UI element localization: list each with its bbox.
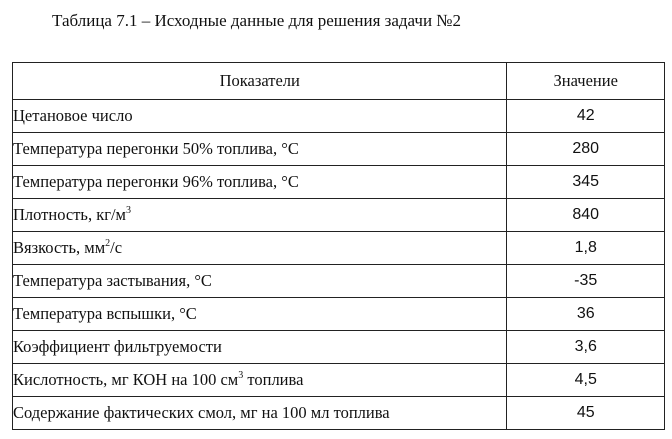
table-row [13,199,665,232]
row-name-cell [13,232,507,265]
row-name: Коэффициент фильтруемости [13,337,222,356]
row-name-cell [13,397,507,430]
row-value: 42 [507,100,665,133]
table-row [13,331,665,364]
row-name-cell [13,100,507,133]
row-name-cell [13,133,507,166]
row-name-suffix: /с [110,238,123,257]
row-value: 345 [507,166,665,199]
row-value: 36 [507,298,665,331]
source-data-table [12,62,665,430]
row-value: -35 [507,265,665,298]
table-row [13,100,665,133]
table-row [13,397,665,430]
table-row [13,133,665,166]
row-name: Температура перегонки 50% топлива, °С [13,139,299,158]
row-name-cell [13,199,507,232]
table-row [13,166,665,199]
table-row [13,298,665,331]
row-name: Кислотность, мг КОН на 100 см [13,370,239,389]
row-name-cell [13,331,507,364]
row-name-cell [13,166,507,199]
row-value: 4,5 [507,364,665,397]
row-name: Температура вспышки, °С [13,304,197,323]
table-header-row [13,63,665,100]
row-name: Плотность, кг/м [13,205,127,224]
row-name-cell [13,298,507,331]
row-name: Содержание фактических смол, мг на 100 мл топлива [13,403,390,422]
header-indicators: Показатели [13,63,507,100]
unit-superscript: 3 [126,205,132,216]
unit-superscript: 3 [238,370,244,381]
row-name: Вязкость, мм [13,238,106,257]
table-row [13,265,665,298]
row-value: 3,6 [507,331,665,364]
row-value: 1,8 [507,232,665,265]
table-caption: Таблица 7.1 – Исходные данные для решения задачи №2 [52,11,462,30]
header-value: Значение [507,63,665,100]
row-name: Температура застывания, °С [13,271,212,290]
row-name-suffix: топлива [243,370,304,389]
row-value: 45 [507,397,665,430]
row-name-cell [13,364,507,397]
row-value: 840 [507,199,665,232]
row-name: Цетановое число [13,106,133,125]
row-name-cell [13,265,507,298]
unit-superscript: 2 [105,238,111,249]
table-row [13,232,665,265]
row-value: 280 [507,133,665,166]
row-name: Температура перегонки 96% топлива, °С [13,172,299,191]
table-row [13,364,665,397]
